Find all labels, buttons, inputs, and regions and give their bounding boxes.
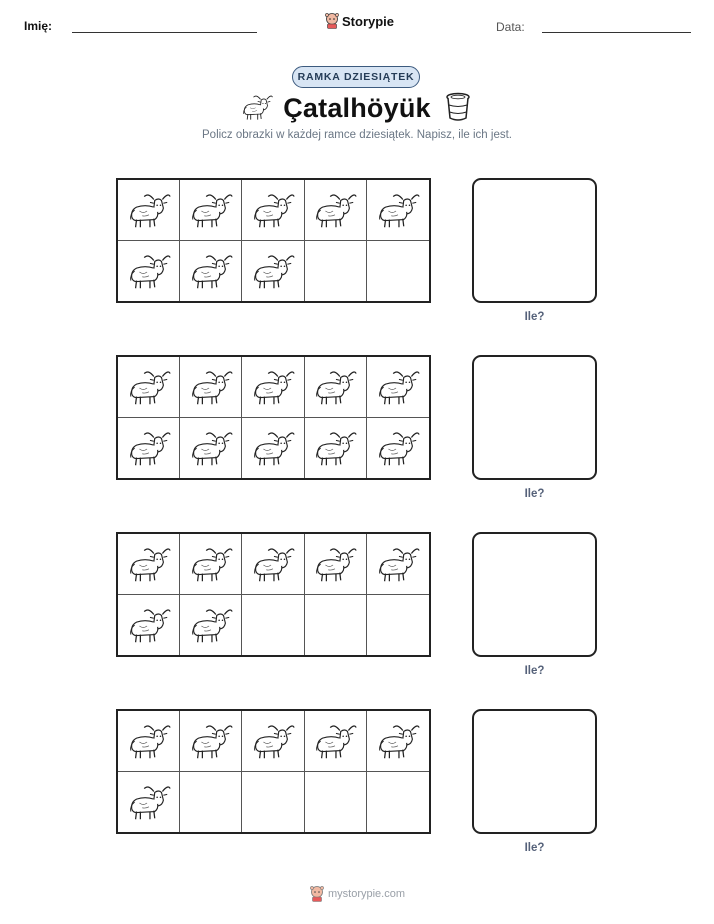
ten-frame-cell — [180, 772, 242, 833]
ox-icon — [188, 605, 234, 645]
ten-frame-cell — [305, 711, 367, 772]
ten-frame-cell — [367, 418, 429, 479]
name-label: Imię: — [24, 19, 53, 33]
ox-icon — [312, 190, 358, 230]
ten-frame-cell — [305, 595, 367, 656]
ox-icon — [188, 721, 234, 761]
ox-icon — [126, 721, 172, 761]
worksheet-badge: RAMKA DZIESIĄTEK — [292, 66, 420, 88]
clay-pot-icon — [444, 91, 472, 123]
ox-icon — [188, 544, 234, 584]
ox-icon — [126, 605, 172, 645]
ox-icon — [126, 190, 172, 230]
ten-frame-cell — [242, 595, 304, 656]
ox-icon — [250, 428, 296, 468]
answer-box[interactable] — [472, 178, 597, 303]
ox-icon — [126, 428, 172, 468]
ten-frame-cell — [367, 180, 429, 241]
ten-frame-cell — [305, 534, 367, 595]
ten-frame-cell — [242, 418, 304, 479]
ten-frame-cell — [180, 180, 242, 241]
ox-icon — [375, 190, 421, 230]
ox-icon — [312, 721, 358, 761]
footer — [310, 886, 405, 902]
ten-frame-cell — [180, 418, 242, 479]
answer-label: Ile? — [524, 488, 545, 500]
ox-icon — [375, 428, 421, 468]
ten-frame-cell — [305, 418, 367, 479]
ten-frame-cell — [367, 534, 429, 595]
ten-frame-cell — [180, 357, 242, 418]
ten-frame-cell — [118, 711, 180, 772]
ten-frame-cell — [180, 595, 242, 656]
ten-frame-cell — [242, 772, 304, 833]
ox-icon — [312, 544, 358, 584]
answer-box[interactable] — [472, 532, 597, 657]
footer-url: mystorypie.com — [328, 888, 406, 900]
page-title: Çatalhöyük — [283, 93, 431, 123]
brand-logo — [325, 13, 394, 29]
ten-frame-cell — [367, 772, 429, 833]
date-label: Data: — [496, 20, 525, 34]
ox-icon — [188, 428, 234, 468]
ten-frame-cell — [180, 241, 242, 302]
ten-frame-cell — [305, 772, 367, 833]
ten-frame-cell — [305, 180, 367, 241]
ox-icon — [250, 251, 296, 291]
ox-icon — [250, 190, 296, 230]
ten-frame — [116, 355, 431, 480]
ten-frame-cell — [242, 180, 304, 241]
ten-frame — [116, 709, 431, 834]
ten-frame-cell — [180, 534, 242, 595]
ten-frame-cell — [242, 241, 304, 302]
ox-icon — [312, 367, 358, 407]
ox-icon — [312, 428, 358, 468]
instructions: Policz obrazki w każdej ramce dziesiątek. Napisz, ile ich jest. — [202, 129, 512, 141]
answer-label: Ile? — [524, 665, 545, 677]
ten-frame — [116, 178, 431, 303]
date-line[interactable] — [542, 32, 691, 33]
ox-icon — [188, 367, 234, 407]
ox-icon — [250, 721, 296, 761]
ten-frame-cell — [118, 241, 180, 302]
ten-frame-cell — [118, 534, 180, 595]
ox-icon — [250, 544, 296, 584]
brand-name: Storypie — [342, 13, 395, 29]
ox-icon — [375, 721, 421, 761]
ten-frame-cell — [367, 595, 429, 656]
ten-frame-cell — [367, 357, 429, 418]
ten-frame-cell — [118, 357, 180, 418]
ox-icon — [126, 544, 172, 584]
ten-frame-cell — [118, 772, 180, 833]
ox-icon — [188, 251, 234, 291]
ten-frame-cell — [367, 241, 429, 302]
ox-icon — [375, 367, 421, 407]
ox-icon — [250, 367, 296, 407]
answer-box[interactable] — [472, 709, 597, 834]
ten-frame-cell — [367, 711, 429, 772]
ten-frame-cell — [180, 711, 242, 772]
ten-frame-cell — [118, 418, 180, 479]
ox-icon — [126, 251, 172, 291]
ten-frame — [116, 532, 431, 657]
ten-frame-cell — [242, 711, 304, 772]
answer-label: Ile? — [524, 311, 545, 323]
ten-frame-cell — [242, 357, 304, 418]
ten-frame-cell — [305, 357, 367, 418]
ten-frame-cell — [118, 595, 180, 656]
answer-label: Ile? — [524, 842, 545, 854]
ox-icon — [188, 190, 234, 230]
ox-icon — [126, 367, 172, 407]
storypie-mascot-icon — [325, 13, 339, 29]
answer-box[interactable] — [472, 355, 597, 480]
ox-icon — [375, 544, 421, 584]
title-row — [0, 91, 714, 125]
storypie-mascot-icon — [310, 886, 324, 902]
ox-icon — [126, 782, 172, 822]
name-line[interactable] — [72, 32, 257, 33]
ten-frame-cell — [118, 180, 180, 241]
ten-frame-cell — [242, 534, 304, 595]
ten-frame-cell — [305, 241, 367, 302]
